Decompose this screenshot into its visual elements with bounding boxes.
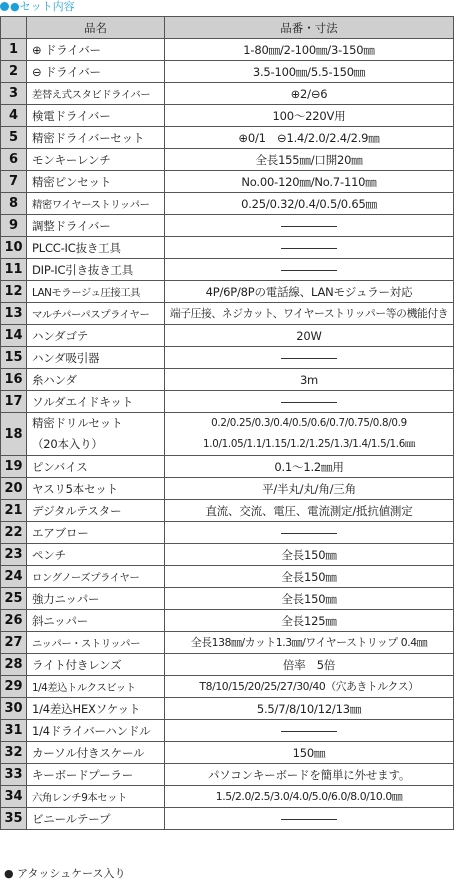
item-spec <box>165 720 454 742</box>
item-spec: T8/10/15/20/25/27/30/40（穴あきトルクス） <box>165 676 454 698</box>
item-spec-line2: 1.0/1.05/1.1/1.15/1.2/1.25/1.3/1.4/1.5/1.6㎜ <box>202 438 416 450</box>
item-number: 33 <box>1 764 27 786</box>
item-number: 30 <box>1 698 27 720</box>
item-spec: 全長150㎜ <box>165 588 454 610</box>
item-spec: 全長125㎜ <box>165 610 454 632</box>
table-row <box>1 391 454 413</box>
table-row <box>1 237 454 259</box>
item-number: 35 <box>1 808 27 830</box>
item-name: ペンチ <box>27 544 165 566</box>
item-name: 1/4差込トルクスビット <box>27 676 165 698</box>
table-row <box>1 171 454 193</box>
item-number: 14 <box>1 325 27 347</box>
table-row <box>1 676 454 698</box>
table-row <box>1 808 454 830</box>
empty-spec-dash <box>281 270 337 271</box>
item-number: 26 <box>1 610 27 632</box>
item-spec: 0.1～1.2㎜用 <box>165 456 454 478</box>
table-row <box>1 369 454 391</box>
item-name: デジタルテスター <box>27 500 165 522</box>
table-row <box>1 413 454 456</box>
item-spec <box>165 259 454 281</box>
item-spec: パソコンキーボードを簡単に外せます。 <box>165 764 454 786</box>
item-number: 25 <box>1 588 27 610</box>
item-spec: 全長155㎜/口開20㎜ <box>165 149 454 171</box>
item-spec: 端子圧接、ネジカット、ワイヤーストリッパー等の機能付き <box>165 303 454 325</box>
item-name: 1/4ドライバーハンドル <box>27 720 165 742</box>
item-spec: 5.5/7/8/10/12/13㎜ <box>165 698 454 720</box>
item-spec: 3.5-100㎜/5.5-150㎜ <box>165 61 454 83</box>
header-spec: 品番・寸法 <box>165 17 454 39</box>
item-name: ピンバイス <box>27 456 165 478</box>
item-name-line2: （20本入り） <box>32 437 103 451</box>
item-spec: 直流、交流、電圧、電流測定/抵抗値測定 <box>165 500 454 522</box>
item-spec <box>165 808 454 830</box>
table-row <box>1 764 454 786</box>
section-title-text: ●セット内容 <box>10 0 75 13</box>
table-row <box>1 786 454 808</box>
item-number: 23 <box>1 544 27 566</box>
item-name: ハンダゴテ <box>27 325 165 347</box>
item-spec: 4P/6P/8Pの電話線、LANモジュラー対応 <box>165 281 454 303</box>
item-name-line1: 精密ドリルセット <box>32 416 123 430</box>
table-row <box>1 193 454 215</box>
table-row <box>1 61 454 83</box>
item-spec-line1: 0.2/0.25/0.3/0.4/0.5/0.6/0.7/0.75/0.8/0.9 <box>211 417 407 429</box>
item-spec <box>165 391 454 413</box>
item-name: ソルダエイドキット <box>27 391 165 413</box>
item-name: カーソル付きスケール <box>27 742 165 764</box>
table-row <box>1 281 454 303</box>
item-spec: 1.5/2.0/2.5/3.0/4.0/5.0/6.0/8.0/10.0㎜ <box>165 786 454 808</box>
table-row <box>1 720 454 742</box>
table-row <box>1 632 454 654</box>
table-row <box>1 303 454 325</box>
item-name: 調整ドライバー <box>27 215 165 237</box>
empty-spec-dash <box>281 402 337 403</box>
header-number <box>1 17 27 39</box>
item-number: 17 <box>1 391 27 413</box>
item-spec: 全長150㎜ <box>165 566 454 588</box>
empty-spec-dash <box>281 226 337 227</box>
item-name: 精密ワイヤーストリッパー <box>27 193 165 215</box>
item-spec: 3m <box>165 369 454 391</box>
table-row <box>1 654 454 676</box>
table-row <box>1 742 454 764</box>
item-name: 六角レンチ9本セット <box>27 786 165 808</box>
empty-spec-dash <box>281 731 337 732</box>
item-spec: 倍率 5倍 <box>165 654 454 676</box>
item-spec <box>165 237 454 259</box>
item-name: 精密ピンセット <box>27 171 165 193</box>
item-name: ニッパー・ストリッパー <box>27 632 165 654</box>
item-name: モンキーレンチ <box>27 149 165 171</box>
footnote: ● アタッシュケース入り <box>4 867 126 880</box>
item-name <box>27 413 165 456</box>
table-row <box>1 544 454 566</box>
item-number: 15 <box>1 347 27 369</box>
item-spec <box>165 215 454 237</box>
table-row <box>1 456 454 478</box>
section-title <box>0 0 75 14</box>
item-name: 差替え式スタビドライバー <box>27 83 165 105</box>
item-spec: 全長150㎜ <box>165 544 454 566</box>
header-name: 品名 <box>27 17 165 39</box>
item-spec: 0.25/0.32/0.4/0.5/0.65㎜ <box>165 193 454 215</box>
item-name: 1/4差込HEXソケット <box>27 698 165 720</box>
item-number: 11 <box>1 259 27 281</box>
table-row <box>1 500 454 522</box>
item-spec: 20W <box>165 325 454 347</box>
table-row <box>1 149 454 171</box>
item-number: 21 <box>1 500 27 522</box>
table-row <box>1 215 454 237</box>
table-row <box>1 127 454 149</box>
item-number: 16 <box>1 369 27 391</box>
item-number: 4 <box>1 105 27 127</box>
item-spec: 100～220V用 <box>165 105 454 127</box>
item-spec: 全長138㎜/カット1.3㎜/ワイヤーストリップ 0.4㎜ <box>165 632 454 654</box>
table-header-row <box>1 17 454 39</box>
table-row <box>1 610 454 632</box>
item-number: 34 <box>1 786 27 808</box>
item-name: PLCC-IC抜き工具 <box>27 237 165 259</box>
item-number: 7 <box>1 171 27 193</box>
item-name: マルチパーパスプライヤー <box>27 303 165 325</box>
item-name: キーボードプーラー <box>27 764 165 786</box>
table-row <box>1 39 454 61</box>
item-number: 20 <box>1 478 27 500</box>
table-row <box>1 105 454 127</box>
table-row <box>1 522 454 544</box>
item-spec <box>165 347 454 369</box>
item-number: 13 <box>1 303 27 325</box>
item-number: 29 <box>1 676 27 698</box>
item-name: ⊖ ドライバー <box>27 61 165 83</box>
item-name: 検電ドライバー <box>27 105 165 127</box>
table-row <box>1 588 454 610</box>
item-spec <box>165 522 454 544</box>
item-number: 5 <box>1 127 27 149</box>
empty-spec-dash <box>281 358 337 359</box>
item-name: ハンダ吸引器 <box>27 347 165 369</box>
item-name: ヤスリ5本セット <box>27 478 165 500</box>
table-row <box>1 698 454 720</box>
item-number: 31 <box>1 720 27 742</box>
item-spec: No.00-120㎜/No.7-110㎜ <box>165 171 454 193</box>
item-name: ビニールテープ <box>27 808 165 830</box>
item-name: ロングノーズプライヤー <box>27 566 165 588</box>
item-spec: 1-80㎜/2-100㎜/3-150㎜ <box>165 39 454 61</box>
item-number: 32 <box>1 742 27 764</box>
item-name: LANモラージュ圧接工具 <box>27 281 165 303</box>
item-number: 19 <box>1 456 27 478</box>
item-number: 22 <box>1 522 27 544</box>
item-number: 24 <box>1 566 27 588</box>
empty-spec-dash <box>281 819 337 820</box>
item-number: 18 <box>1 413 27 456</box>
table-row <box>1 347 454 369</box>
item-name: エアブロー <box>27 522 165 544</box>
item-number: 3 <box>1 83 27 105</box>
table-row <box>1 566 454 588</box>
item-spec: ⊕2/⊖6 <box>165 83 454 105</box>
empty-spec-dash <box>281 533 337 534</box>
item-name: 精密ドライバーセット <box>27 127 165 149</box>
item-number: 1 <box>1 39 27 61</box>
set-contents-table <box>0 16 454 830</box>
item-name: DIP-IC引き抜き工具 <box>27 259 165 281</box>
bullet-dot-icon <box>0 2 9 11</box>
item-spec: ⊕0/1 ⊖1.4/2.0/2.4/2.9㎜ <box>165 127 454 149</box>
table-row <box>1 259 454 281</box>
item-name: 強力ニッパー <box>27 588 165 610</box>
item-spec: 150㎜ <box>165 742 454 764</box>
item-number: 28 <box>1 654 27 676</box>
table-row <box>1 325 454 347</box>
item-name: 糸ハンダ <box>27 369 165 391</box>
empty-spec-dash <box>281 248 337 249</box>
item-number: 2 <box>1 61 27 83</box>
item-name: ⊕ ドライバー <box>27 39 165 61</box>
item-number: 8 <box>1 193 27 215</box>
item-number: 27 <box>1 632 27 654</box>
item-number: 6 <box>1 149 27 171</box>
item-number: 9 <box>1 215 27 237</box>
item-spec: 平/半丸/丸/角/三角 <box>165 478 454 500</box>
table-row <box>1 83 454 105</box>
item-name: 斜ニッパー <box>27 610 165 632</box>
item-name: ライト付きレンズ <box>27 654 165 676</box>
item-spec <box>165 413 454 456</box>
item-number: 10 <box>1 237 27 259</box>
item-number: 12 <box>1 281 27 303</box>
table-row <box>1 478 454 500</box>
